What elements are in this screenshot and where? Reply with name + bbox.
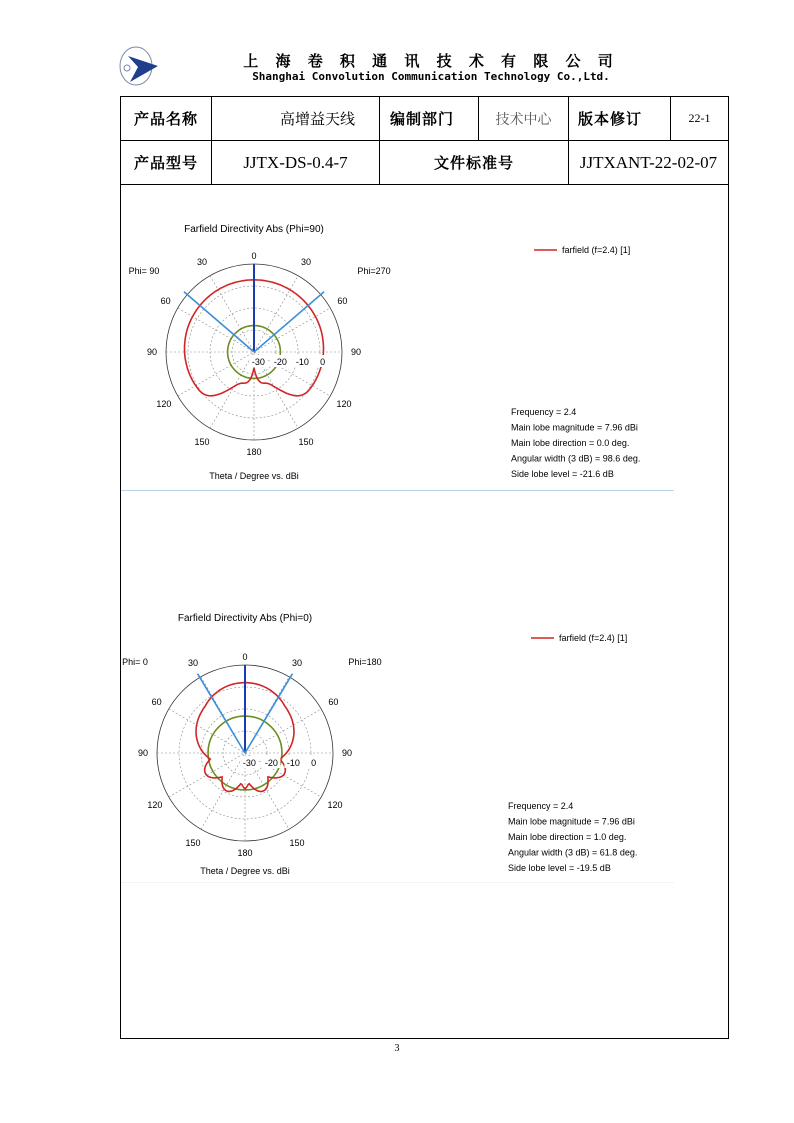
product-name-label: 产品名称 [133, 110, 198, 128]
stat-sidelobe: Side lobe level = -19.5 dB [508, 863, 611, 873]
stat-sidelobe: Side lobe level = -21.6 dB [511, 469, 614, 479]
angle-label-120-right: 120 [327, 800, 343, 810]
radial-label: 0 [320, 357, 326, 367]
standard-label: 文件标准号 [433, 154, 514, 172]
angle-label-120-right: 120 [336, 399, 352, 409]
angle-label-150-right: 150 [289, 838, 305, 849]
phi-left-label: Phi= 0 [122, 657, 148, 667]
product-name-value: 高增益天线 [279, 110, 355, 128]
angle-label-30-right: 30 [300, 256, 312, 267]
table-divider [120, 184, 729, 185]
angle-label-120-left: 120 [147, 800, 163, 810]
angle-label-90-right: 90 [350, 347, 362, 357]
beamwidth-line [245, 674, 292, 753]
theta-axis-label: Theta / Degree vs. dBi [200, 866, 290, 876]
legend-label: farfield (f=2.4) [1] [559, 633, 628, 643]
radial-label: -10 [295, 357, 309, 367]
model-label: 产品型号 [133, 154, 198, 172]
angle-label-90-left: 90 [137, 748, 149, 758]
angle-label-180: 180 [246, 447, 262, 457]
revision-value: 22-1 [688, 111, 711, 125]
department-value: 技术中心 [495, 111, 552, 128]
farfield-plot-phi0 [121, 590, 674, 880]
stat-frequency: Frequency = 2.4 [508, 801, 574, 811]
radial-label: -20 [264, 758, 278, 768]
farfield-plot-phi90 [121, 200, 674, 490]
beamwidth-line [254, 292, 324, 352]
plot-title: Farfield Directivity Abs (Phi=90) [184, 224, 324, 235]
angle-label-60-right: 60 [328, 697, 339, 707]
angle-label-0: 0 [242, 652, 248, 662]
stat-direction: Main lobe direction = 1.0 deg. [508, 832, 627, 842]
angle-label-150-left: 150 [194, 437, 210, 448]
phi-right-label: Phi=180 [348, 657, 382, 667]
theta-axis-label: Theta / Degree vs. dBi [209, 471, 299, 481]
angle-label-30-right: 30 [291, 657, 303, 668]
radial-label: 0 [311, 758, 317, 768]
angle-label-30-left: 30 [187, 657, 199, 668]
beamwidth-line [198, 674, 245, 753]
angle-label-60-right: 60 [337, 296, 348, 306]
company-name-en: Shanghai Convolution Communication Technology Co.,Ltd. [252, 70, 610, 83]
page-number: 3 [394, 1043, 400, 1054]
phi-right-label: Phi=270 [357, 266, 391, 276]
angle-label-90-right: 90 [341, 748, 353, 758]
angle-label-60-left: 60 [151, 697, 162, 707]
stat-width: Angular width (3 dB) = 61.8 deg. [508, 847, 638, 858]
angle-label-150-left: 150 [185, 838, 201, 849]
standard-value: JJTXANT-22-02-07 [579, 152, 718, 172]
beamwidth-line [184, 292, 254, 352]
angle-label-180: 180 [237, 848, 253, 858]
plot-title: Farfield Directivity Abs (Phi=0) [177, 613, 313, 624]
stat-direction: Main lobe direction = 0.0 deg. [511, 438, 630, 448]
angle-label-120-left: 120 [156, 399, 172, 409]
stat-width: Angular width (3 dB) = 98.6 deg. [511, 453, 641, 464]
plot-separator [121, 882, 674, 883]
legend-label: farfield (f=2.4) [1] [562, 245, 631, 255]
angle-label-30-left: 30 [196, 256, 208, 267]
radial-label: -20 [273, 357, 287, 367]
angle-label-60-left: 60 [160, 296, 171, 306]
angle-label-0: 0 [251, 251, 257, 261]
polar-plot-svg [121, 590, 674, 880]
phi-left-label: Phi= 90 [128, 266, 160, 276]
company-name-cn: 上 海 卷 积 通 讯 技 术 有 限 公 司 [243, 52, 619, 70]
angle-label-90-left: 90 [146, 347, 158, 357]
radial-label: -30 [251, 357, 265, 367]
stat-frequency: Frequency = 2.4 [511, 407, 577, 417]
radial-label: -30 [242, 758, 256, 768]
plot-separator [121, 490, 674, 491]
stat-magnitude: Main lobe magnitude = 7.96 dBi [511, 422, 638, 433]
department-label: 编制部门 [390, 110, 455, 128]
radial-label: -10 [286, 758, 300, 768]
revision-label: 版本修订 [578, 110, 643, 128]
stat-magnitude: Main lobe magnitude = 7.96 dBi [508, 816, 635, 827]
company-logo [118, 44, 160, 88]
model-value: JJTX-DS-0.4-7 [243, 152, 348, 172]
polar-plot-svg [121, 200, 674, 490]
angle-label-150-right: 150 [298, 437, 314, 448]
